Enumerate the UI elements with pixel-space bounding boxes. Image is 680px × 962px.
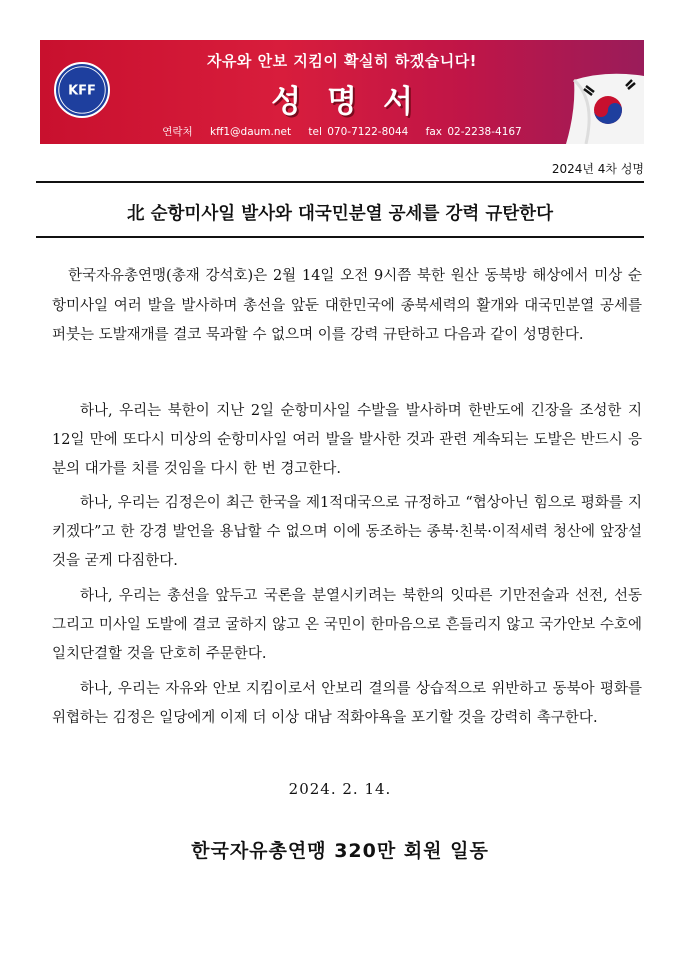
contact-fax: fax 02-2238-4167 [425,126,522,138]
contact-line [40,124,644,139]
headline: 北 순항미사일 발사와 대국민분열 공세를 강력 규탄한다 [127,204,553,224]
point-1: 하나, 우리는 북한이 지난 2일 순항미사일 수발을 발사하며 한반도에 긴장을 조성한 지 12일 만에 또다시 미상의 순항미사일 여러 발을 발사한 것과 관련 계속되는 도발은 반드시 응분의 대가를 치를 것임을 다시 한 번 경고한다. [52,403,642,477]
point-3: 하나, 우리는 총선을 앞두고 국론을 분열시키려는 북한의 잇따른 기만전술과 선전, 선동 그리고 미사일 도발에 결코 굴하지 않고 온 국민이 한마음으로 흔들리지 않고 국가안보 수호에 일치단결할 것을 단호히 주문한다. [52,588,642,662]
intro-paragraph: 한국자유총연맹(총재 강석호)은 2월 14일 오전 9시쯤 북한 원산 동북방 해상에서 미상 순항미사일 여러 발을 발사하며 총선을 앞둔 대한민국에 종북세력의 활개와 대국민분열 공세를 퍼붓는 도발재개를 결코 묵과할 수 없으며 이를 강력 규탄하고 다음과 같이 성명한다. [52,268,642,343]
contact-label: 연락처 [162,126,193,138]
issue-number: 2024년 4차 성명 [551,162,644,176]
point-4: 하나, 우리는 자유와 안보 지킴이로서 안보리 결의를 상습적으로 위반하고 동북아 평화를 위협하는 김정은 일당에게 이제 더 이상 대남 적화야욕을 포기할 것을 강력히 촉구한다. [52,681,642,726]
point-2: 하나, 우리는 김정은이 최근 한국을 제1적대국으로 규정하고 “협상아닌 힘으로 평화를 지키겠다”고 한 강경 발언을 용납할 수 없으며 이에 동조하는 종북·친북·이적세력 청산에 앞장설 것을 굳게 다짐한다. [52,495,642,569]
korean-flag-icon [566,70,644,144]
header-banner [40,40,644,144]
headline-bottom-rule [36,236,644,238]
headline-top-rule [36,181,644,183]
logo-text: KFF [68,83,96,99]
contact-email: kff1@daum.net [210,126,292,138]
banner-title: 성명서 [271,84,439,120]
banner-slogan: 자유와 안보 지킴이 확실히 하겠습니다! [206,52,478,70]
contact-tel: tel 070-7122-8044 [308,126,409,138]
statement-date: 2024. 2. 14. [288,780,392,798]
signature: 한국자유총연맹 320만 회원 일동 [191,840,489,862]
